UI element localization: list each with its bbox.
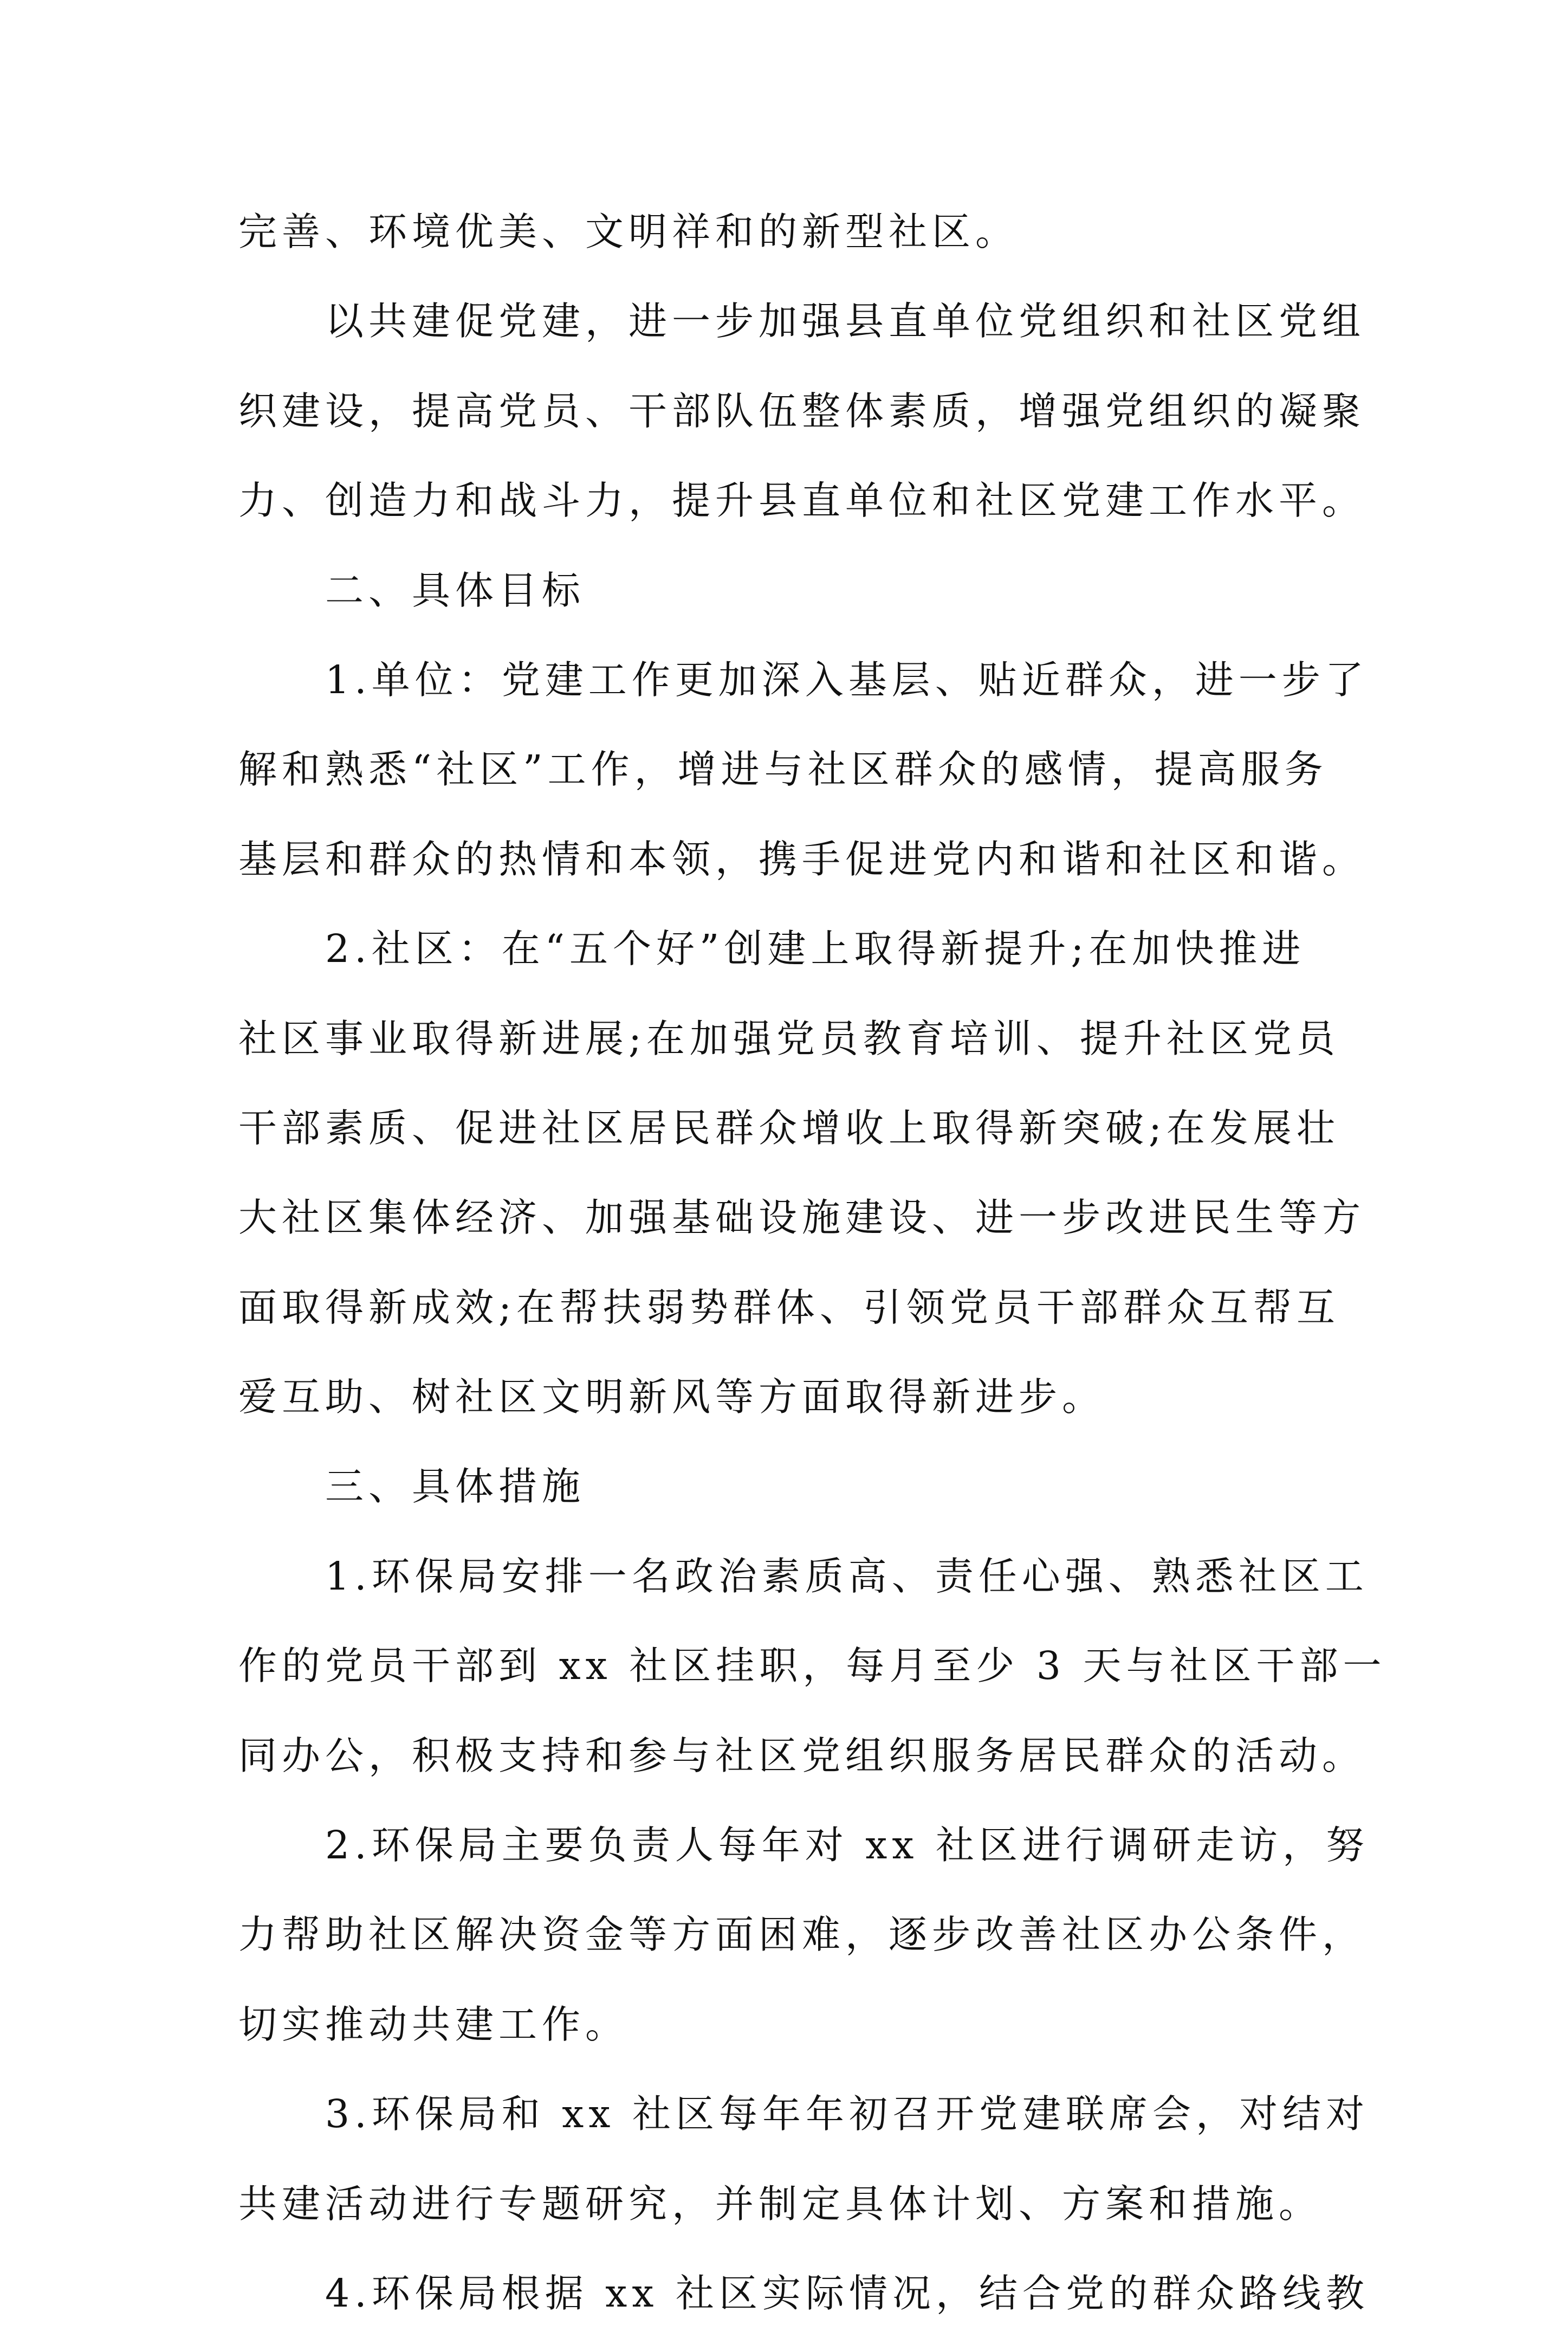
text-line: 1.单位：党建工作更加深入基层、贴近群众，进一步了 <box>325 657 1369 702</box>
text-line: 解和熟悉“社区”工作，增进与社区群众的感情，提高服务 <box>238 747 1328 792</box>
text-line: 织建设，提高党员、干部队伍整体素质，增强党组织的凝聚 <box>238 388 1366 434</box>
text-line: 共建活动进行专题研究，并制定具体计划、方案和措施。 <box>238 2181 1323 2226</box>
text-line: 切实推动共建工作。 <box>238 2001 629 2047</box>
text-line: 4.环保局根据 xx 社区实际情况，结合党的群众路线教 <box>325 2270 1369 2316</box>
text-line: 同办公，积极支持和参与社区党组织服务居民群众的活动。 <box>238 1733 1366 1778</box>
text-line: 完善、环境优美、文明祥和的新型社区。 <box>238 209 1019 254</box>
text-line: 大社区集体经济、加强基础设施建设、进一步改进民生等方 <box>238 1195 1366 1241</box>
text-line: 基层和群众的热情和本领，携手促进党内和谐和社区和谐。 <box>238 836 1366 882</box>
text-line: 力帮助社区解决资金等方面困难，逐步改善社区办公条件， <box>238 1912 1366 1958</box>
document-body <box>238 187 1386 2338</box>
text-line: 面取得新成效;在帮扶弱势群体、引领党员干部群众互帮互 <box>238 1284 1340 1330</box>
text-line: 2.社区：在“五个好”创建上取得新提升;在加快推进 <box>325 926 1306 972</box>
section-heading: 三、具体措施 <box>325 1464 586 1509</box>
text-line: 爱互助、树社区文明新风等方面取得新进步。 <box>238 1374 1106 1420</box>
section-heading: 二、具体目标 <box>325 567 586 613</box>
text-line: 1.环保局安排一名政治素质高、责任心强、熟悉社区工 <box>325 1553 1369 1599</box>
text-line: 社区事业取得新进展;在加强党员教育培训、提升社区党员 <box>238 1016 1340 1061</box>
text-line: 干部素质、促进社区居民群众增收上取得新突破;在发展壮 <box>238 1105 1340 1151</box>
text-line: 作的党员干部到 xx 社区挂职，每月至少 3 天与社区干部一 <box>238 1643 1386 1689</box>
text-line: 2.环保局主要负责人每年对 xx 社区进行调研走访，努 <box>325 1823 1369 1868</box>
text-line: 3.环保局和 xx 社区每年年初召开党建联席会，对结对 <box>325 2091 1369 2137</box>
text-line: 力、创造力和战斗力，提升县直单位和社区党建工作水平。 <box>238 478 1366 524</box>
text-line: 以共建促党建，进一步加强县直单位党组织和社区党组 <box>325 299 1366 344</box>
